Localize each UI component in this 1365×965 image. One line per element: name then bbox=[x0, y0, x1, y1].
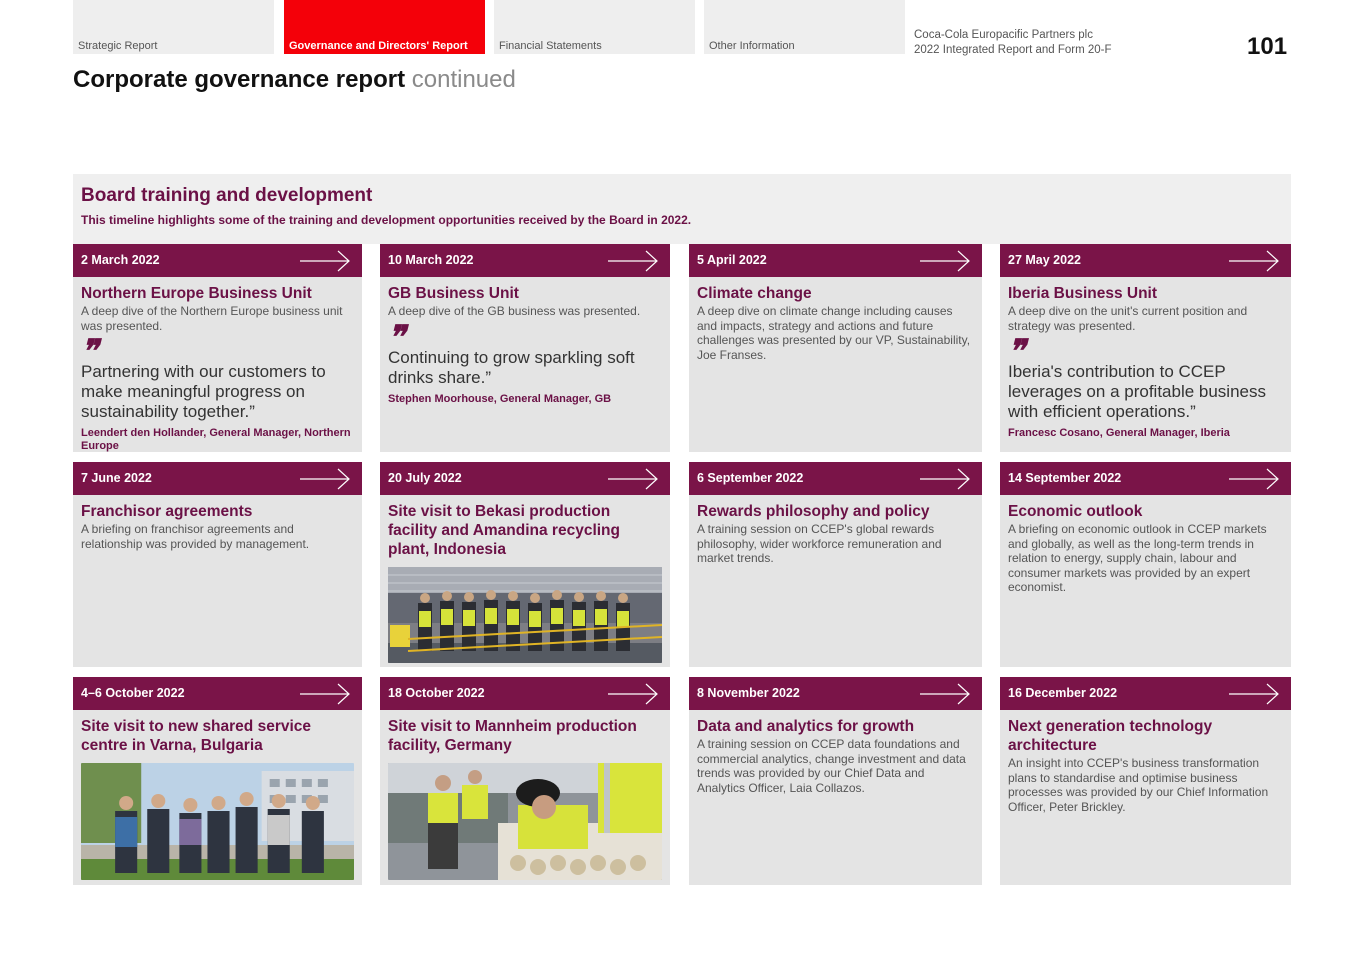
card-title: GB Business Unit bbox=[388, 285, 519, 302]
section-intro: This timeline highlights some of the training and development opportunities received by the Board in 2022. bbox=[81, 213, 692, 227]
nav-tab-financial-statements[interactable] bbox=[494, 0, 695, 54]
card-date: 18 October 2022 bbox=[388, 686, 485, 700]
arrow-right-icon bbox=[920, 468, 972, 490]
nav-tab-label: Other Information bbox=[709, 40, 795, 52]
card-title: Northern Europe Business Unit bbox=[81, 285, 312, 302]
card-title: Next generation technology architecture bbox=[1008, 718, 1213, 754]
card-quote: Continuing to grow sparkling soft drinks share.” bbox=[388, 347, 635, 387]
card-attribution: Leendert den Hollander, General Manager, Northern Europe bbox=[81, 427, 351, 452]
card-date: 7 June 2022 bbox=[81, 471, 152, 485]
card-description: A deep dive of the GB business was presented. bbox=[388, 304, 641, 318]
company-info bbox=[914, 28, 1112, 57]
card-date-bar bbox=[1000, 462, 1291, 495]
page-title bbox=[73, 66, 516, 94]
section-header bbox=[73, 174, 1291, 244]
mannheim-factory-photo bbox=[388, 763, 662, 880]
card-quote: Partnering with our customers to make meaningful progress on sustainability together.” bbox=[81, 362, 326, 421]
card-date: 10 March 2022 bbox=[388, 253, 474, 267]
card-description: A deep dive on the unit's current position and strategy was presented. bbox=[1008, 304, 1248, 333]
arrow-right-icon bbox=[1229, 468, 1281, 490]
page-title-main: Corporate governance report bbox=[73, 66, 406, 93]
card-date-bar bbox=[1000, 244, 1291, 277]
card-date: 14 September 2022 bbox=[1008, 471, 1122, 485]
report-name: 2022 Integrated Report and Form 20-F bbox=[914, 43, 1112, 56]
card-quote: Iberia's contribution to CCEP leverages on a profitable business with efficient operations.” bbox=[1008, 362, 1266, 421]
nav-tab-other-information[interactable] bbox=[704, 0, 905, 54]
card-title: Franchisor agreements bbox=[81, 503, 253, 520]
card-date-bar bbox=[73, 244, 362, 277]
card-description: A training session on CCEP's global rewards philosophy, wider workforce remuneration and market trends. bbox=[697, 522, 942, 565]
timeline-card bbox=[1000, 462, 1291, 667]
quote-mark-icon: ❞ bbox=[1008, 332, 1023, 370]
timeline-card bbox=[689, 462, 982, 667]
card-date: 20 July 2022 bbox=[388, 471, 462, 485]
quote-mark-icon: ❞ bbox=[81, 332, 96, 370]
card-date-bar bbox=[380, 677, 670, 710]
timeline-card bbox=[73, 244, 362, 452]
card-description: A deep dive on climate change including causes and impacts, strategy and actions and future challenges was presented by our VP, Sustainability, Joe Franses. bbox=[697, 304, 971, 362]
card-date-bar bbox=[689, 244, 982, 277]
timeline-card bbox=[1000, 244, 1291, 452]
arrow-right-icon bbox=[608, 468, 660, 490]
timeline-card bbox=[380, 244, 670, 452]
arrow-right-icon bbox=[920, 683, 972, 705]
timeline-card bbox=[380, 462, 670, 667]
nav-tab-governance[interactable] bbox=[284, 0, 485, 54]
factory-group-photo bbox=[388, 567, 662, 663]
page-number: 101 bbox=[1247, 33, 1288, 60]
arrow-right-icon bbox=[1229, 683, 1281, 705]
section-title: Board training and development bbox=[81, 185, 373, 206]
card-date-bar bbox=[73, 677, 362, 710]
card-description: A briefing on franchisor agreements and relationship was provided by management. bbox=[81, 522, 310, 551]
arrow-right-icon bbox=[1229, 250, 1281, 272]
card-description: A briefing on economic outlook in CCEP markets and globally, as well as the long-term trends in relation to energy, supply chain, labour and consumer markets was provided by an expert economist. bbox=[1008, 522, 1267, 594]
card-title: Data and analytics for growth bbox=[697, 718, 915, 735]
timeline-card bbox=[1000, 677, 1291, 885]
arrow-right-icon bbox=[608, 250, 660, 272]
nav-tab-label: Governance and Directors' Report bbox=[289, 40, 468, 52]
timeline-card bbox=[73, 462, 362, 667]
company-name: Coca-Cola Europacific Partners plc bbox=[914, 29, 1093, 41]
nav-tab-strategic-report[interactable] bbox=[73, 0, 274, 54]
card-attribution: Stephen Moorhouse, General Manager, GB bbox=[388, 392, 612, 405]
card-date: 5 April 2022 bbox=[697, 253, 767, 267]
card-title: Iberia Business Unit bbox=[1008, 285, 1158, 302]
timeline-card bbox=[689, 677, 982, 885]
card-attribution: Francesc Cosano, General Manager, Iberia bbox=[1008, 427, 1230, 439]
card-title: Site visit to Mannheim production facility, Germany bbox=[388, 718, 637, 754]
card-date: 16 December 2022 bbox=[1008, 686, 1118, 700]
card-title: Climate change bbox=[697, 285, 812, 302]
arrow-right-icon bbox=[300, 250, 352, 272]
arrow-right-icon bbox=[920, 250, 972, 272]
card-title: Rewards philosophy and policy bbox=[697, 503, 930, 520]
card-description: A training session on CCEP data foundations and commercial analytics, change investment and data trends was provided by our Chief Data and Analytics Officer, Laia Collazos. bbox=[697, 737, 966, 795]
card-date-bar bbox=[689, 677, 982, 710]
card-date-bar bbox=[73, 462, 362, 495]
card-date-bar bbox=[380, 462, 670, 495]
card-date: 6 September 2022 bbox=[697, 471, 804, 485]
card-title: Site visit to new shared service centre in Varna, Bulgaria bbox=[81, 718, 312, 754]
card-date-bar bbox=[1000, 677, 1291, 710]
timeline-card bbox=[380, 677, 670, 885]
arrow-right-icon bbox=[300, 468, 352, 490]
card-date: 4–6 October 2022 bbox=[81, 686, 185, 700]
arrow-right-icon bbox=[300, 683, 352, 705]
nav-tab-label: Strategic Report bbox=[78, 40, 158, 52]
card-date: 27 May 2022 bbox=[1008, 253, 1081, 267]
quote-mark-icon: ❞ bbox=[388, 317, 403, 356]
page-title-continued: continued bbox=[411, 66, 516, 93]
arrow-right-icon bbox=[608, 683, 660, 705]
card-date-bar bbox=[689, 462, 982, 495]
card-date: 2 March 2022 bbox=[81, 253, 160, 267]
varna-group-photo bbox=[81, 763, 354, 880]
card-title: Site visit to Bekasi production facility and Amandina recycling plant, Indonesia bbox=[388, 503, 620, 558]
timeline-card bbox=[73, 677, 362, 885]
card-description: An insight into CCEP's business transformation plans to standardise and optimise business processes was provided by our Chief Information Officer, Peter Brickley. bbox=[1008, 756, 1269, 814]
card-date-bar bbox=[380, 244, 670, 277]
card-title: Economic outlook bbox=[1008, 503, 1143, 520]
nav-tab-label: Financial Statements bbox=[499, 40, 602, 52]
card-date: 8 November 2022 bbox=[697, 686, 800, 700]
timeline-card bbox=[689, 244, 982, 452]
card-description: A deep dive of the Northern Europe business unit was presented. bbox=[81, 304, 343, 333]
